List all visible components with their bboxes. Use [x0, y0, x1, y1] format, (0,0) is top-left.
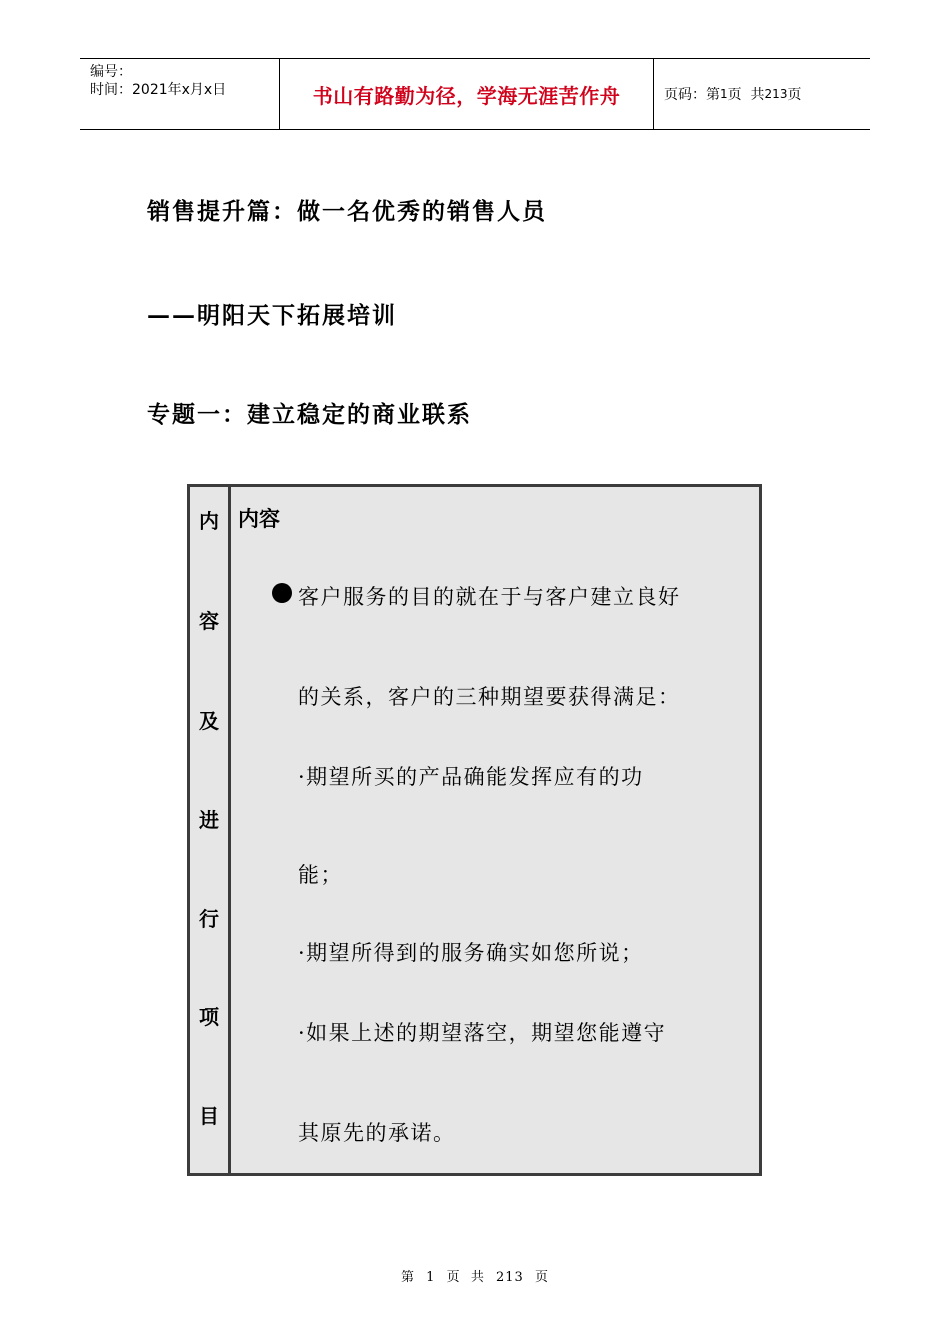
content-line: 的关系，客户的三种期望要获得满足：: [298, 685, 681, 709]
footer-total: 213: [496, 1270, 524, 1285]
content-line: 能；: [298, 863, 343, 887]
page-footer: [0, 1266, 950, 1285]
side-char: 容: [199, 609, 219, 633]
serial-label: 编号：: [90, 64, 132, 80]
content-line: ·期望所得到的服务确实如您所说；: [298, 941, 644, 965]
side-char: 目: [199, 1104, 219, 1128]
bullet-icon: [272, 583, 292, 603]
column-divider: [228, 487, 231, 1173]
topic-heading: 专题一：建立稳定的商业联系: [147, 401, 472, 428]
footer-prefix: 第: [401, 1270, 416, 1285]
side-column: [190, 487, 228, 1173]
content-line: ·期望所买的产品确能发挥应有的功: [298, 765, 644, 789]
page-header: [80, 58, 870, 130]
document-subtitle: ——明阳天下拓展培训: [147, 302, 397, 329]
side-char: 内: [199, 509, 219, 533]
content-line: ·如果上述的期望落空，期望您能遵守: [298, 1021, 667, 1045]
header-page-mid: 页 共: [727, 87, 765, 103]
side-char: 及: [199, 709, 219, 733]
document-title: 销售提升篇：做一名优秀的销售人员: [147, 198, 547, 225]
footer-mid: 页 共: [446, 1270, 485, 1285]
side-char: 进: [199, 808, 219, 832]
header-page-number: 1: [720, 87, 728, 101]
footer-page: 1: [426, 1270, 436, 1285]
content-line: 其原先的承诺。: [298, 1121, 456, 1145]
header-page-total: 213: [764, 87, 788, 101]
header-page-prefix: 页码：第: [664, 87, 720, 103]
content-table: [187, 484, 762, 1176]
content-line: 客户服务的目的就在于与客户建立良好: [298, 585, 681, 609]
time-label: 时间：2021年x月x日: [90, 82, 227, 98]
content-heading: 内容: [238, 506, 280, 531]
header-page-info: [654, 59, 870, 129]
footer-suffix: 页: [534, 1270, 549, 1285]
header-motto: 书山有路勤为径，学海无涯苦作舟: [280, 59, 654, 129]
side-char: 行: [199, 907, 219, 931]
header-page-suffix: 页: [787, 87, 802, 103]
header-meta-cell: [80, 59, 280, 129]
side-char: 项: [199, 1005, 219, 1029]
